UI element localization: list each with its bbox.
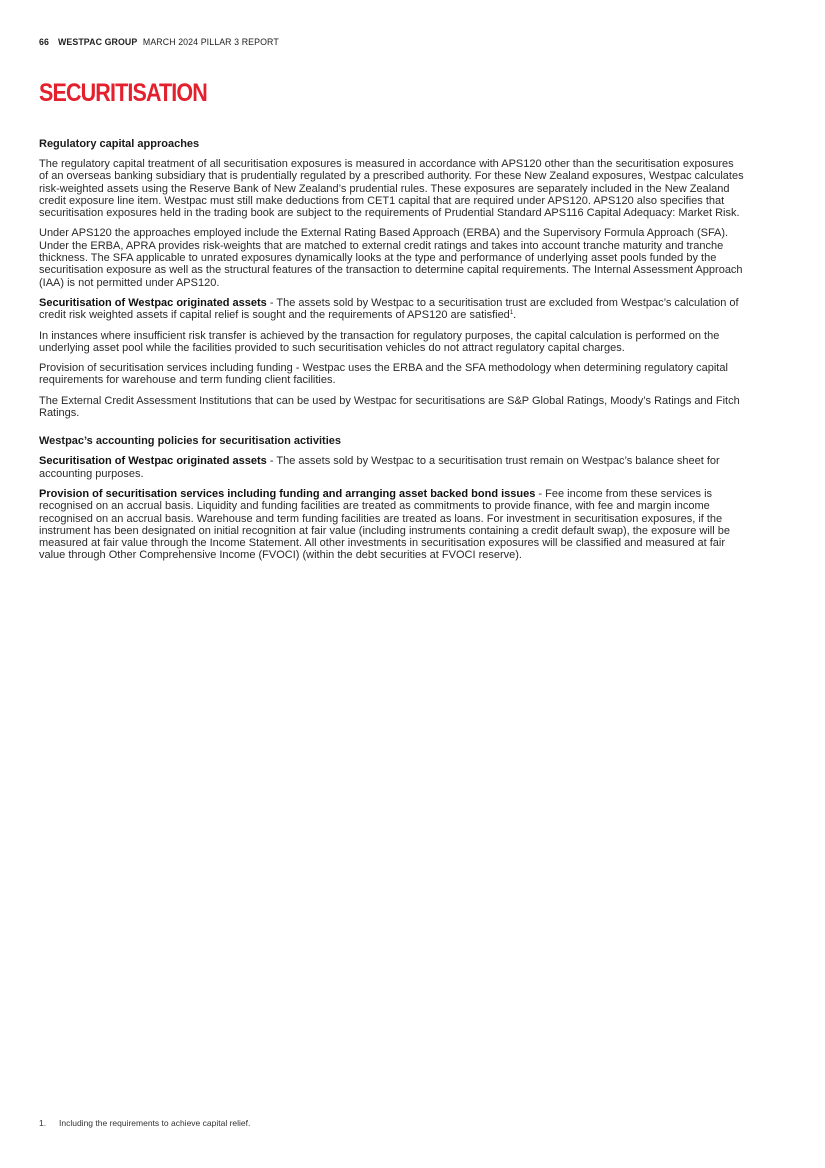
page-title: SECURITISATION	[39, 79, 207, 107]
paragraph	[39, 297, 745, 322]
report-name: MARCH 2024 PILLAR 3 REPORT	[142, 37, 279, 47]
page-number: 66	[39, 37, 49, 47]
main-content	[39, 137, 745, 570]
paragraph	[39, 488, 745, 562]
footnote-number: 1.	[39, 1118, 47, 1128]
paragraph-lead: Provision of securitisation services including funding and arranging asset backed bond issues	[39, 487, 536, 500]
paragraph: The regulatory capital treatment of all securitisation exposures is measured in accordance with APS120 other than the securitisation exposures of an overseas banking subsidiary that is prudentially regulated by a prescribed authority. For these New Zealand exposures, Westpac calculates risk-weighted assets using the Reserve Bank of New Zealand’s prudential rules. These exposures are separately included in the New Zealand credit exposure line item. Westpac must still make deductions from CET1 capital that are required under APS120. APS120 also specifies that securitisation exposures held in the trading book are subject to the requirements of Prudential Standard APS116 Capital Adequacy: Market Risk.	[39, 158, 744, 220]
paragraph-lead: Securitisation of Westpac originated assets	[39, 296, 267, 309]
paragraph-text: - The assets sold by Westpac to a securitisation trust are excluded from Westpac’s calculation of credit risk weighted assets if capital relief is sought and the requirements of APS120 are satisfied	[39, 296, 739, 322]
paragraph: Provision of securitisation services including funding - Westpac uses the ERBA and the SFA methodology when determining regulatory capital requirements for warehouse and term funding client facilities.	[39, 362, 728, 387]
paragraph: Under APS120 the approaches employed include the External Rating Based Approach (ERBA) and the Supervisory Formula Approach (SFA). Under the ERBA, APRA provides risk-weights that are matched to external credit ratings and takes into account tranche maturity and tranche thickness. The SFA applicable to unrated exposures dynamically looks at the type and performance of underlying asset pools funded by the securitisation exposure as well as the structural features of the transaction to determine capital requirements. The Internal Assessment Approach (IAA) is not permitted under APS120.	[39, 227, 743, 289]
paragraph-text: - Fee income from these services is recognised on an accrual basis. Liquidity and funding facilities are treated as commitments to provide finance, with fee and margin income recognised on an accrual basis. Warehouse and term funding facilities are treated as loans. For investment in securitisation exposures, if the instrument has been designated on initial recognition at fair value (including instruments containing a credit default swap), the exposure will be measured at fair value through the Income Statement. All other investments in securitisation exposures will be classified and measured at fair value through Other Comprehensive Income (FVOCI) (within the debt securities at FVOCI reserve).	[39, 487, 730, 562]
section-heading-regulatory: Regulatory capital approaches	[39, 138, 200, 150]
paragraph: The External Credit Assessment Institutions that can be used by Westpac for securitisations are S&P Global Ratings, Moody’s Ratings and Fitch Ratings.	[39, 394, 740, 420]
footnote-ref: 1	[509, 310, 514, 317]
paragraph: In instances where insufficient risk transfer is achieved by the transaction for regulatory purposes, the capital calculation is performed on the underlying asset pool while the facilities provided to such securitisation vehicles do not attract regulatory capital charges.	[39, 329, 720, 354]
footnote	[39, 1118, 250, 1128]
footnote-text: Including the requirements to achieve capital relief.	[59, 1118, 251, 1128]
section-heading-accounting: Westpac’s accounting policies for securitisation activities	[39, 435, 341, 448]
paragraph	[39, 455, 745, 480]
paragraph-text: - The assets sold by Westpac to a securitisation trust remain on Westpac’s balance sheet for accounting purposes.	[39, 455, 720, 480]
paragraph-lead: Securitisation of Westpac originated assets	[39, 455, 267, 468]
running-header	[39, 37, 279, 47]
paragraph-end: .	[513, 309, 517, 322]
report-group: WESTPAC GROUP	[58, 37, 138, 47]
